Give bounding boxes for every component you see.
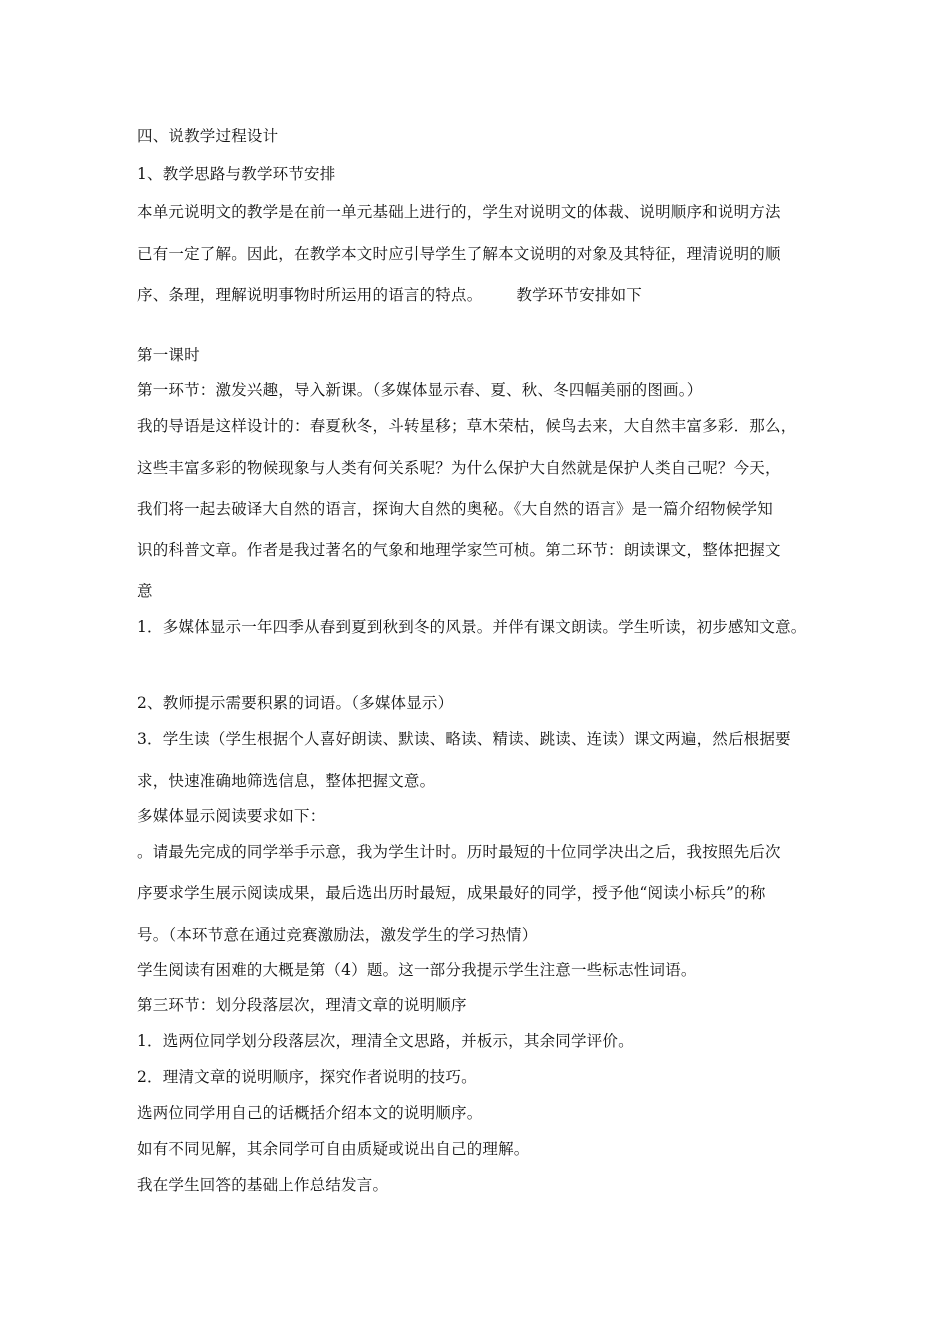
lesson-heading: 第一课时 xyxy=(137,346,200,364)
paragraph-line xyxy=(137,285,642,305)
paragraph-line: 多媒体显示阅读要求如下： xyxy=(137,807,326,825)
paragraph-line: 号。（本环节意在通过竞赛激励法，激发学生的学习热情） xyxy=(137,926,538,944)
section-heading: 四、说教学过程设计 xyxy=(137,127,279,145)
paragraph-line: 如有不同见解，其余同学可自由质疑或说出自己的理解。 xyxy=(137,1140,530,1158)
paragraph-line: 意 xyxy=(137,582,153,600)
paragraph-line: 我们将一起去破译大自然的语言，探询大自然的奥秘。《大自然的语言》是一篇介绍物候学知 xyxy=(137,500,773,518)
paragraph-line: 本单元说明文的教学是在前一单元基础上进行的，学生对说明文的体裁、说明顺序和说明方法 xyxy=(137,203,781,221)
list-item: 1．多媒体显示一年四季从春到夏到秋到冬的风景。并伴有课文朗读。学生听读，初步感知文意。 xyxy=(137,618,807,636)
paragraph-line: 我在学生回答的基础上作总结发言。 xyxy=(137,1176,389,1194)
paragraph-line: 选两位同学用自己的话概括介绍本文的说明顺序。 xyxy=(137,1104,483,1122)
list-item: 3．学生读（学生根据个人喜好朗读、默读、略读、精读、跳读、连读）课文两遍，然后根据要 xyxy=(137,730,791,748)
paragraph-line: 已有一定了解。因此，在教学本文时应引导学生了解本文说明的对象及其特征，理清说明的顺 xyxy=(137,245,781,263)
paragraph-line: 。请最先完成的同学举手示意，我为学生计时。历时最短的十位同学决出之后，我按照先后次 xyxy=(137,843,781,861)
list-item: 2、教师提示需要积累的词语。（多媒体显示） xyxy=(137,694,454,712)
step-heading: 第三环节：划分段落层次，理清文章的说明顺序 xyxy=(137,996,467,1014)
subsection-heading: 1、教学思路与教学环节安排 xyxy=(137,165,336,183)
step-heading: 第一环节：激发兴趣，导入新课。（多媒体显示春、夏、秋、冬四幅美丽的图画。） xyxy=(137,381,703,399)
paragraph-line: 识的科普文章。作者是我过著名的气象和地理学家竺可桢。第二环节：朗读课文，整体把握文 xyxy=(137,541,781,559)
paragraph-line: 学生阅读有困难的大概是第（4）题。这一部分我提示学生注意一些标志性词语。 xyxy=(137,961,697,979)
list-item: 求，快速准确地筛选信息，整体把握文意。 xyxy=(137,772,436,790)
list-item: 1．选两位同学划分段落层次，理清全文思路，并板示，其余同学评价。 xyxy=(137,1032,634,1050)
paragraph-line: 序要求学生展示阅读成果，最后选出历时最短，成果最好的同学，授予他“阅读小标兵”的称 xyxy=(137,884,766,902)
paragraph-line: 这些丰富多彩的物候现象与人类有何关系呢？为什么保护大自然就是保护人类自己呢？今天， xyxy=(137,459,781,477)
list-item: 2．理清文章的说明顺序，探究作者说明的技巧。 xyxy=(137,1068,477,1086)
paragraph-text: 序、条理，理解说明事物时所运用的语言的特点。 xyxy=(137,286,483,304)
paragraph-line: 我的导语是这样设计的：春夏秋冬，斗转星移；草木荣枯，候鸟去来，大自然丰富多彩．那么， xyxy=(137,417,797,435)
paragraph-text: 教学环节安排如下 xyxy=(516,286,643,304)
